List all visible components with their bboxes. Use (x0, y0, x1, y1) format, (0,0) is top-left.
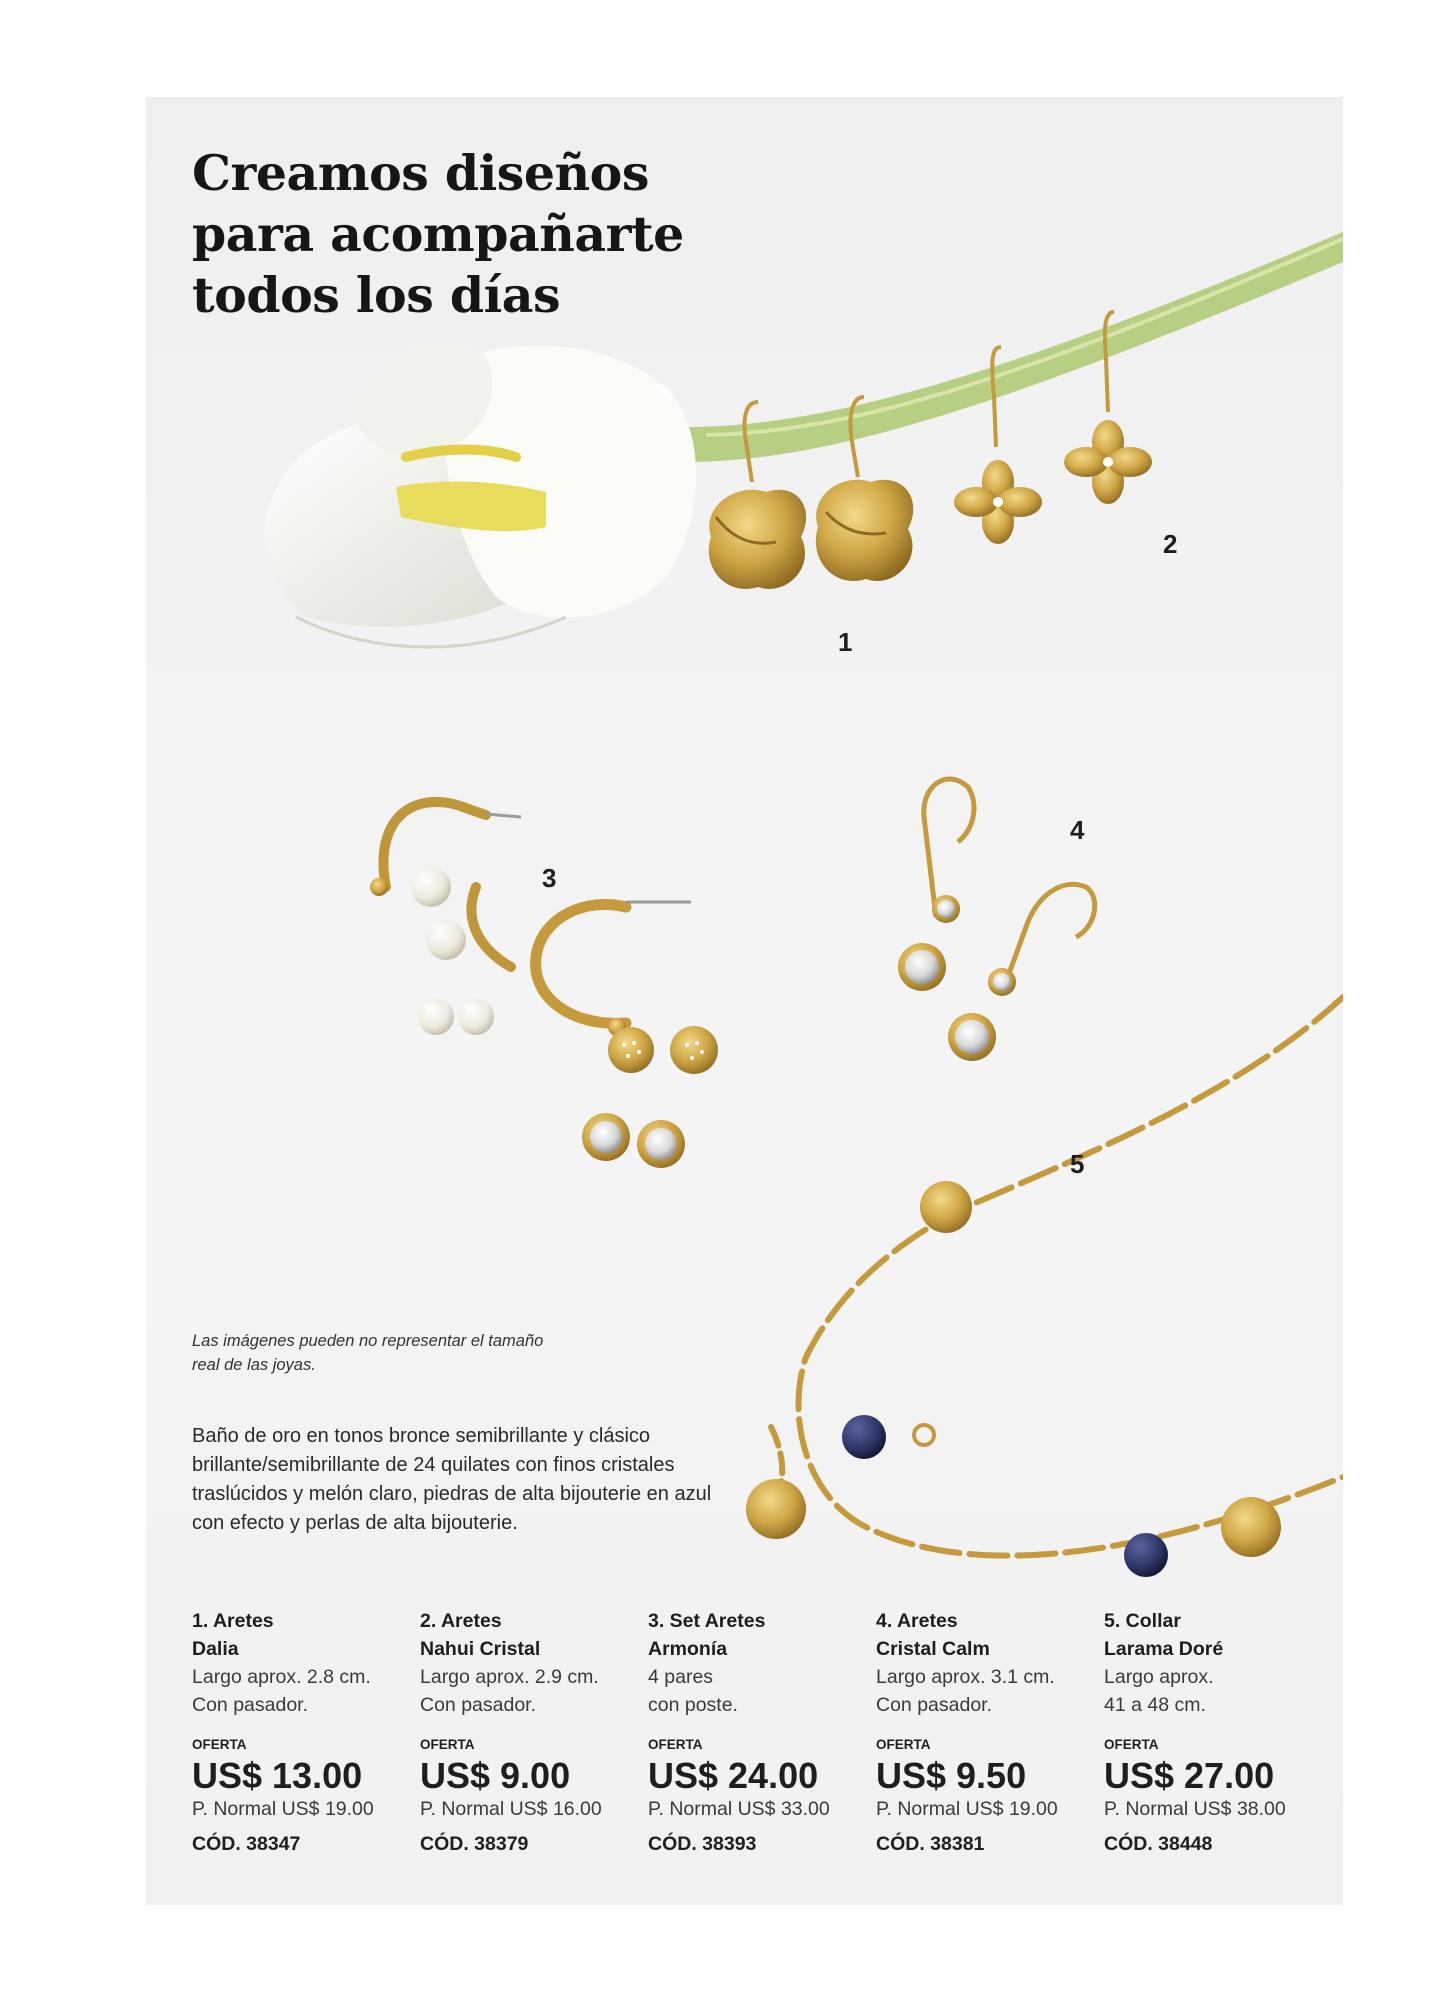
offer-label: OFERTA (192, 1737, 247, 1752)
product-3 (648, 1607, 873, 1857)
product-1 (192, 1607, 417, 1857)
item-number-1: 1 (838, 627, 853, 657)
product-title-line-1: 2. Aretes (420, 1610, 502, 1632)
product-title-line-1: 1. Aretes (192, 1610, 274, 1632)
offer-label: OFERTA (648, 1737, 703, 1752)
product-2 (420, 1607, 645, 1857)
product-detail-line-2: con poste. (648, 1694, 738, 1716)
product-detail-line-1: Largo aprox. 2.8 cm. (192, 1666, 371, 1688)
size-disclaimer: Las imágenes pueden no representar el tamaño real de las joyas. (192, 1332, 544, 1374)
headline-line-1: Creamos diseños (192, 144, 649, 202)
necklace-larama (771, 997, 1343, 1556)
product-detail-line-2: Con pasador. (420, 1694, 537, 1716)
earring-cristal-calm (898, 779, 1095, 1061)
product-code: CÓD. 38347 (192, 1833, 301, 1855)
offer-price: US$ 24.00 (648, 1755, 819, 1796)
product-detail-line-1: 4 pares (648, 1666, 714, 1688)
product-detail-line-2: Con pasador. (192, 1694, 309, 1716)
product-title-line-1: 4. Aretes (876, 1610, 958, 1632)
product-5 (1104, 1607, 1329, 1857)
product-4 (876, 1607, 1101, 1857)
product-title-line-1: 3. Set Aretes (648, 1610, 766, 1632)
earring-set-armonia (370, 802, 718, 1168)
catalog-page (146, 97, 1343, 1905)
offer-label: OFERTA (420, 1737, 475, 1752)
normal-price: P. Normal US$ 19.00 (192, 1798, 374, 1820)
product-title-line-2: Armonía (648, 1638, 728, 1660)
product-list (192, 1607, 1342, 1877)
product-code: CÓD. 38393 (648, 1833, 757, 1855)
product-detail-line-2: 41 a 48 cm. (1104, 1694, 1206, 1716)
offer-label: OFERTA (1104, 1737, 1159, 1752)
product-code: CÓD. 38448 (1104, 1833, 1213, 1855)
product-title-line-2: Dalia (192, 1638, 239, 1660)
offer-price: US$ 9.00 (420, 1755, 571, 1796)
product-title-line-2: Cristal Calm (876, 1638, 990, 1660)
normal-price: P. Normal US$ 16.00 (420, 1798, 602, 1820)
item-number-5: 5 (1070, 1149, 1085, 1179)
product-detail-line-2: Con pasador. (876, 1694, 993, 1716)
product-code: CÓD. 38379 (420, 1833, 529, 1855)
product-title-line-2: Larama Doré (1104, 1638, 1224, 1660)
normal-price: P. Normal US$ 33.00 (648, 1798, 830, 1820)
headline (192, 143, 792, 326)
offer-price: US$ 27.00 (1104, 1755, 1275, 1796)
product-title-line-1: 5. Collar (1104, 1610, 1181, 1632)
offer-price: US$ 13.00 (192, 1755, 363, 1796)
normal-price: P. Normal US$ 38.00 (1104, 1798, 1286, 1820)
product-title-line-2: Nahui Cristal (420, 1638, 541, 1660)
necklace-charms (746, 1181, 1281, 1577)
offer-label: OFERTA (876, 1737, 931, 1752)
normal-price: P. Normal US$ 19.00 (876, 1798, 1058, 1820)
item-number-3: 3 (542, 863, 557, 893)
offer-price: US$ 9.50 (876, 1755, 1027, 1796)
product-detail-line-1: Largo aprox. 3.1 cm. (876, 1666, 1055, 1688)
item-number-4: 4 (1070, 815, 1085, 845)
product-detail-line-1: Largo aprox. 2.9 cm. (420, 1666, 599, 1688)
product-detail-line-1: Largo aprox. (1104, 1666, 1214, 1688)
material-description: Baño de oro en tonos bronce semibrillante y clásico brillante/semibrillante de 24 quilates con finos cristales traslúcidos y melón claro, piedras de alta bijouterie en azul con efecto y perlas de alta bijouterie. (192, 1425, 712, 1534)
white-flower (265, 345, 696, 647)
item-number-2: 2 (1163, 529, 1178, 559)
headline-line-2: para acompañarte (192, 205, 684, 263)
headline-line-3: todos los días (192, 266, 561, 324)
product-code: CÓD. 38381 (876, 1833, 985, 1855)
